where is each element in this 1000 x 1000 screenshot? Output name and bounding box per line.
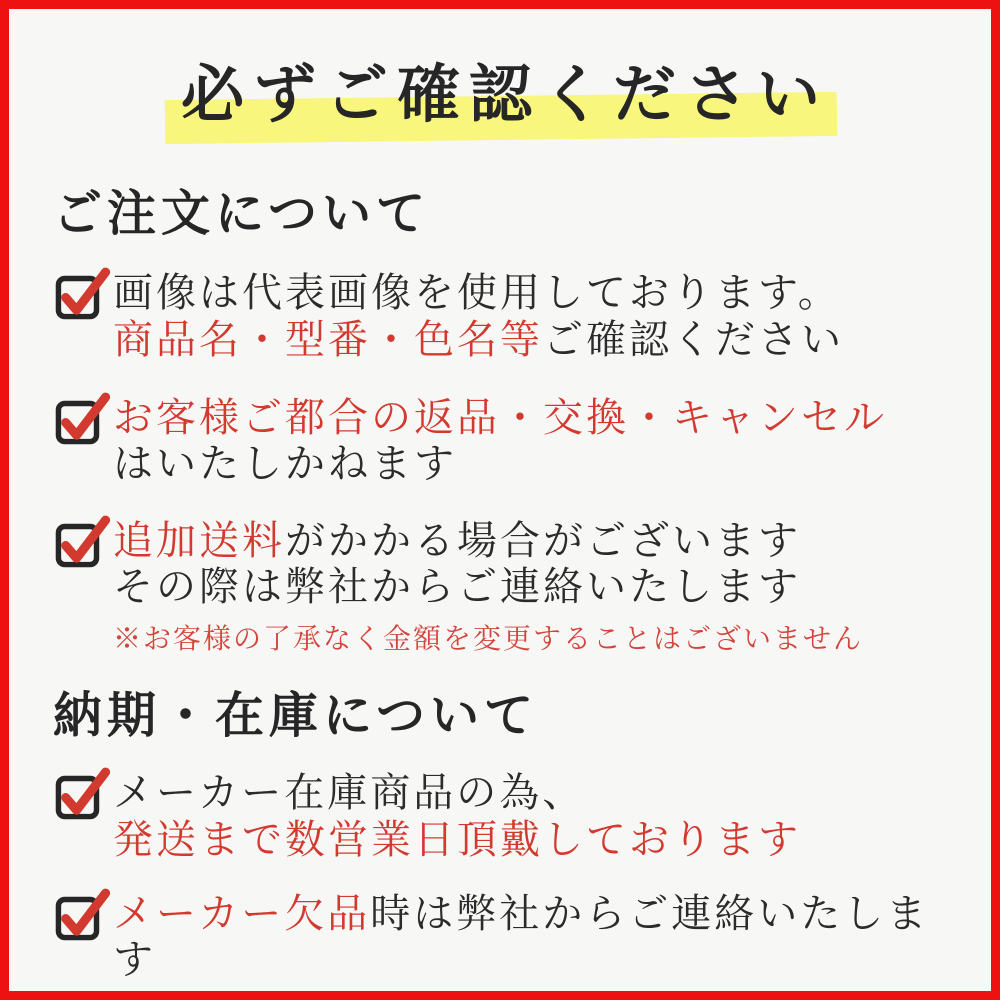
- checkbox-checked-icon: [53, 885, 111, 943]
- item-line: その際は弊社からご連絡いたします: [113, 564, 801, 610]
- emphasis-red-text: 商品名・型番・色名等: [113, 316, 543, 362]
- item-line: [113, 817, 801, 863]
- page-title: 必ずご確認ください: [181, 55, 829, 137]
- item-text: [113, 270, 844, 363]
- title-block: [53, 55, 957, 137]
- item-line: [113, 395, 887, 441]
- fine-print-note: ※お客様の了承なく金額を変更することはございません: [113, 624, 864, 656]
- item-line: メーカー在庫商品の為、: [113, 770, 586, 816]
- list-item: [53, 270, 957, 363]
- item-line: 追加送料がかかる場合がございます: [113, 517, 801, 563]
- checkbox-checked-icon: [53, 764, 111, 822]
- item-line: 商品名・型番・色名等ご確認ください: [113, 316, 844, 362]
- checkbox-checked-icon: [53, 512, 111, 570]
- list-item: [53, 770, 957, 863]
- section-heading-delivery-stock: 納期・在庫について: [53, 687, 539, 743]
- item-text: [113, 891, 957, 984]
- emphasis-red-text: メーカー欠品: [113, 890, 371, 936]
- item-line: メーカー欠品時は弊社からご連絡いたします: [113, 890, 930, 983]
- item-text: [113, 395, 887, 488]
- emphasis-red-text: 発送まで数営業日頂戴しております: [113, 816, 801, 862]
- checkbox-checked-icon: [53, 389, 111, 447]
- emphasis-red-text: お客様ご都合の返品・交換・キャンセル: [113, 394, 887, 440]
- item-line: 画像は代表画像を使用しております。: [113, 270, 841, 316]
- item-line: はいたしかねます: [113, 441, 457, 487]
- list-item: [53, 518, 957, 659]
- section-heading-order: ご注文について: [53, 185, 431, 241]
- item-text: [113, 770, 801, 863]
- emphasis-red-text: 追加送料: [113, 517, 285, 563]
- list-item: [53, 395, 957, 488]
- item-text: [113, 518, 863, 659]
- list-item: [53, 891, 957, 984]
- checkbox-checked-icon: [53, 264, 111, 322]
